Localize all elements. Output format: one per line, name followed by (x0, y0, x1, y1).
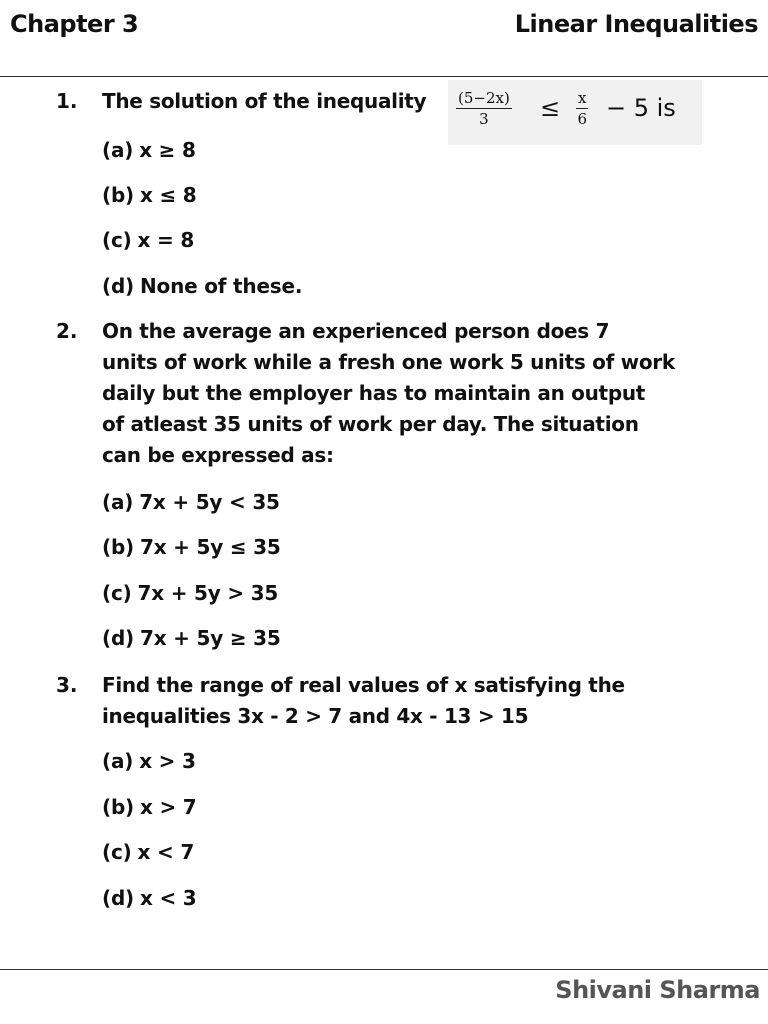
chapter-title: Chapter 3 (10, 10, 139, 38)
option-text: x ≤ 8 (140, 183, 197, 207)
footer-divider (0, 969, 768, 970)
option-c[interactable] (102, 838, 194, 866)
question-text (102, 670, 702, 732)
option-label: (a) (102, 749, 134, 773)
option-a[interactable] (102, 488, 280, 516)
option-label: (c) (102, 228, 132, 252)
option-b[interactable] (102, 181, 197, 209)
option-b[interactable] (102, 533, 281, 561)
option-label: (b) (102, 535, 134, 559)
question-line: inequalities 3x - 2 > 7 and 4x - 13 > 15 (102, 704, 529, 728)
inequality-formula (448, 80, 702, 145)
option-label: (a) (102, 138, 134, 162)
option-text: 7x + 5y > 35 (137, 581, 279, 605)
option-label: (b) (102, 795, 134, 819)
relation-symbol: ≤ (540, 94, 561, 122)
rhs-numerator: x (578, 89, 587, 107)
question-text (102, 316, 702, 471)
option-label: (d) (102, 886, 134, 910)
option-text: 7x + 5y < 35 (139, 490, 280, 514)
option-label: (c) (102, 840, 132, 864)
lhs-fraction (456, 89, 512, 129)
topic-title: Linear Inequalities (514, 10, 758, 38)
option-label: (d) (102, 274, 134, 298)
question-line: Find the range of real values of x satisfying the (102, 673, 625, 697)
author-name: Shivani Sharma (555, 976, 760, 1004)
option-a[interactable] (102, 747, 196, 775)
option-text: x < 7 (137, 840, 195, 864)
question-line: On the average an experienced person does 7 (102, 319, 610, 343)
lhs-numerator: (5−2x) (458, 89, 510, 107)
option-a[interactable] (102, 136, 196, 164)
option-text: 7x + 5y ≥ 35 (140, 626, 281, 650)
option-text: x ≥ 8 (139, 138, 196, 162)
option-text: x = 8 (137, 228, 195, 252)
rhs-denominator: 6 (577, 110, 587, 128)
option-text: 7x + 5y ≤ 35 (140, 535, 281, 559)
option-c[interactable] (102, 579, 278, 607)
question-line: can be expressed as: (102, 443, 334, 467)
page-header (0, 0, 768, 77)
option-label: (a) (102, 490, 134, 514)
option-label: (c) (102, 581, 132, 605)
lhs-denominator: 3 (479, 110, 489, 128)
option-text: None of these. (140, 274, 303, 298)
option-label: (b) (102, 183, 134, 207)
question-number: 2. (56, 319, 78, 343)
option-text: x > 3 (139, 749, 196, 773)
question-line: daily but the employer has to maintain an output (102, 381, 646, 405)
option-text: x > 7 (140, 795, 197, 819)
option-d[interactable] (102, 624, 281, 652)
question-line: of atleast 35 units of work per day. The situation (102, 412, 639, 436)
question-text: The solution of the inequality (102, 89, 427, 113)
option-c[interactable] (102, 226, 194, 254)
question-number: 3. (56, 673, 78, 697)
question-number: 1. (56, 89, 78, 113)
option-d[interactable] (102, 272, 302, 300)
option-d[interactable] (102, 884, 197, 912)
option-label: (d) (102, 626, 134, 650)
rhs-fraction (576, 89, 588, 129)
option-text: x < 3 (140, 886, 197, 910)
question-line: units of work while a fresh one work 5 units of work (102, 350, 675, 374)
formula-tail: − 5 is (606, 94, 676, 122)
option-b[interactable] (102, 793, 197, 821)
